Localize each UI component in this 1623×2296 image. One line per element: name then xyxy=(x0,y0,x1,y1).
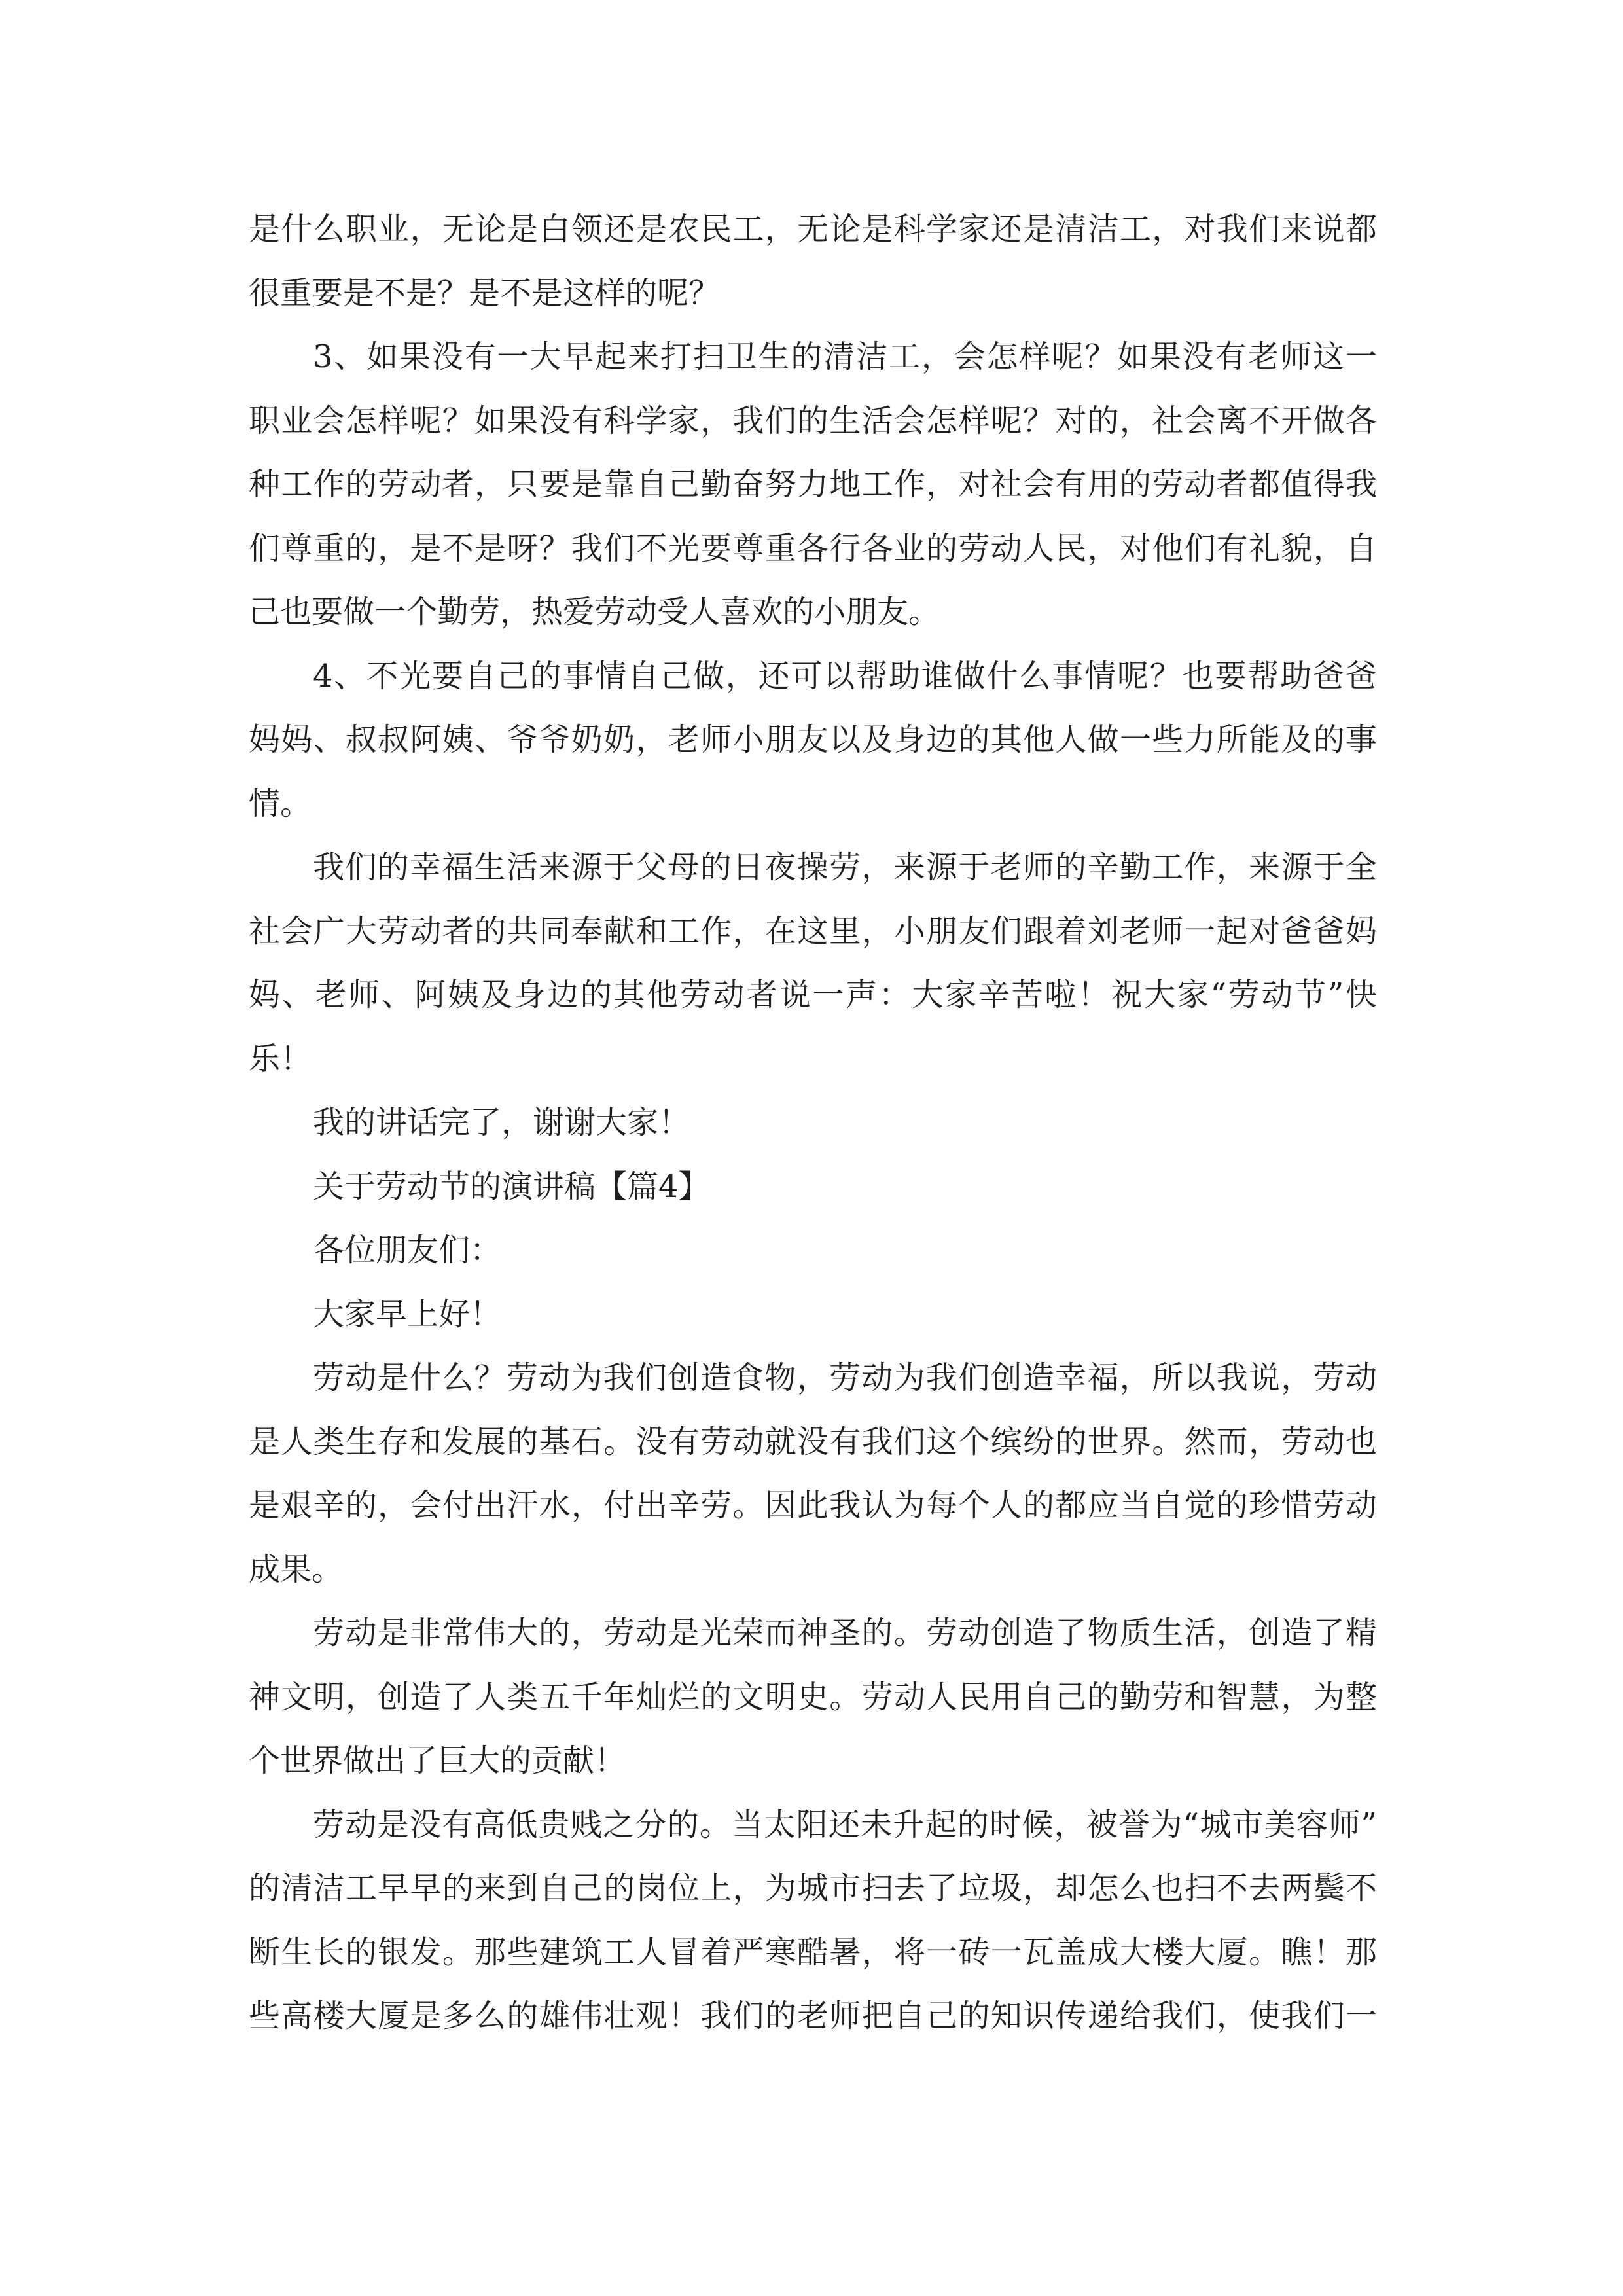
paragraph xyxy=(249,1602,1377,1793)
salutation xyxy=(249,1219,1377,1283)
section-heading-text: 关于劳动节的演讲稿【篇4】 xyxy=(313,1168,710,1205)
text-line: 个世界做出了巨大的贡献！ xyxy=(249,1742,626,1779)
text-line: 3、如果没有一大早起来打扫卫生的清洁工，会怎样呢？如果没有老师这一 xyxy=(313,338,1377,375)
text-line: 劳动是没有高低贵贱之分的。当太阳还未升起的时候，被誉为“城市美容师” xyxy=(313,1806,1377,1843)
text-line: 职业会怎样呢？如果没有科学家，我们的生活会怎样呢？对的，社会离不开做各 xyxy=(249,402,1377,439)
text-line: 劳动是非常伟大的，劳动是光荣而神圣的。劳动创造了物质生活，创造了精 xyxy=(313,1615,1377,1651)
text-line: 大家早上好！ xyxy=(313,1295,502,1333)
paragraph xyxy=(249,1346,1377,1602)
text-line: 己也要做一个勤劳，热爱劳动受人喜欢的小朋友。 xyxy=(249,594,940,630)
text-line: 情。 xyxy=(249,785,312,822)
text-line: 很重要是不是？是不是这样的呢？ xyxy=(249,274,721,312)
text-line: 乐！ xyxy=(249,1040,312,1077)
text-line: 是人类生存和发展的基石。没有劳动就没有我们这个缤纷的世界。然而，劳动也 xyxy=(249,1423,1377,1460)
text-line: 是什么职业，无论是白领还是农民工，无论是科学家还是清洁工，对我们来说都 xyxy=(249,211,1377,247)
text-line: 神文明，创造了人类五千年灿烂的文明史。劳动人民用自己的勤劳和智慧，为整 xyxy=(249,1678,1377,1715)
text-line: 些高楼大厦是多么的雄伟壮观！我们的老师把自己的知识传递给我们，使我们一 xyxy=(249,1998,1377,2034)
text-line: 们尊重的，是不是呀？我们不光要尊重各行各业的劳动人民，对他们有礼貌，自 xyxy=(249,529,1377,567)
text-line: 断生长的银发。那些建筑工人冒着严寒酷暑，将一砖一瓦盖成大楼大厦。瞧！那 xyxy=(249,1933,1377,1971)
text-line: 种工作的劳动者，只要是靠自己勤奋努力地工作，对社会有用的劳动者都值得我 xyxy=(249,466,1377,503)
text-line: 4、不光要自己的事情自己做，还可以帮助谁做什么事情呢？也要帮助爸爸 xyxy=(313,657,1377,694)
paragraph xyxy=(249,325,1377,645)
paragraph xyxy=(249,1793,1377,2049)
text-line: 妈、老师、阿姨及身边的其他劳动者说一声：大家辛苦啦！祝大家“劳动节”快 xyxy=(249,977,1377,1013)
text-line: 的清洁工早早的来到自己的岗位上，为城市扫去了垃圾，却怎么也扫不去两鬓不 xyxy=(249,1870,1377,1907)
paragraph xyxy=(249,645,1377,836)
greeting xyxy=(249,1283,1377,1347)
paragraph xyxy=(249,836,1377,1091)
text-line: 我的讲话完了，谢谢大家！ xyxy=(313,1104,690,1141)
text-line: 各位朋友们： xyxy=(313,1232,502,1268)
text-line: 社会广大劳动者的共同奉献和工作，在这里，小朋友们跟着刘老师一起对爸爸妈 xyxy=(249,912,1377,950)
paragraph xyxy=(249,1091,1377,1155)
text-line: 成果。 xyxy=(249,1551,344,1588)
paragraph xyxy=(249,198,1377,325)
text-line: 妈妈、叔叔阿姨、爷爷奶奶，老师小朋友以及身边的其他人做一些力所能及的事 xyxy=(249,721,1377,758)
section-heading xyxy=(249,1155,1377,1219)
document-body xyxy=(249,198,1377,2049)
text-line: 我们的幸福生活来源于父母的日夜操劳，来源于老师的辛勤工作，来源于全 xyxy=(313,849,1377,886)
text-line: 劳动是什么？劳动为我们创造食物，劳动为我们创造幸福，所以我说，劳动 xyxy=(313,1359,1377,1396)
text-line: 是艰辛的，会付出汗水，付出辛劳。因此我认为每个人的都应当自觉的珍惜劳动 xyxy=(249,1487,1377,1524)
